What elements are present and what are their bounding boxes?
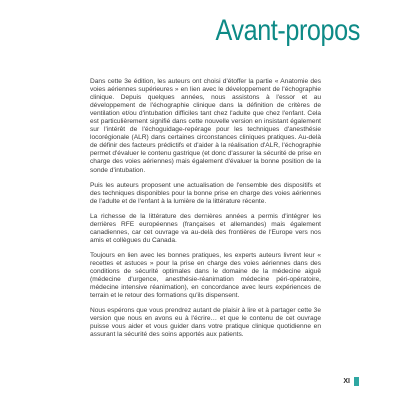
folio — [343, 377, 359, 386]
body-text — [90, 78, 321, 346]
paragraph-3: La richesse de la littérature des dernières années a permis d'intégrer les derrières RFE européennes (françaises et allemandes) mais également canadiennes, car cet ouvrage va au-delà des frontières de l'Europe vers nos amis et collègues du Canada. — [90, 212, 321, 244]
page-title: Avant-propos — [215, 14, 360, 47]
page-number: XI — [343, 378, 350, 385]
paragraph-5: Nous espérons que vous prendrez autant de plaisir à lire et à partager cette 3e version que nous en avons eu à l'écrire… et que le contenu de cet ouvrage puisse vous aider et vous guider dans votre pratique clinique quotidienne en assurant la sécurité des soins apportés aux patients. — [90, 307, 321, 339]
paragraph-4: Toujours en lien avec les bonnes pratiques, les experts auteurs livrent leur « recettes et astuces » pour la prise en charge des voies aériennes dans des conditions de sécurité optimales dans le domaine de la médecine aiguë (médecine d'urgence, anesthésie-réanimation médecine péri-opératoire, médecine intensive réanimation), en concordance avec leurs expériences de terrain et le retour des formations qu'ils dispensent. — [90, 251, 321, 300]
paragraph-1: Dans cette 3e édition, les auteurs ont choisi d'étoffer la partie « Anatomie des voies aériennes supérieures » en lien avec le développement de l'échographie clinique. Depuis quelques années, nous assistons à l'essor et au développement de l'échographie clinique dans la définition de critères de ventilation et/ou d'intubation difficiles tant chez l'adulte que chez l'enfant. Cela est particulièrement signifié dans cette nouvelle version en insistant également sur l'intérêt de l'échoguidage-repérage pour les techniques d'anesthésie locorégionale (ALR) dans certaines circonstances cliniques pratiques. Au-delà de définir des facteurs prédictifs et d'aider à la réalisation d'ALR, l'échographie permet d'évaluer le contenu gastrique (et donc d'assurer la sécurité de prise en charge des voies aériennes) mais également d'évaluer la bonne position de la sonde d'intubation. — [90, 78, 321, 174]
folio-marker — [354, 377, 359, 386]
paragraph-2: Puis les auteurs proposent une actualisation de l'ensemble des dispositifs et des techniques disponibles pour la bonne prise en charge des voies aériennes de l'adulte et de l'enfant à la lumière de la littérature récente. — [90, 181, 321, 205]
